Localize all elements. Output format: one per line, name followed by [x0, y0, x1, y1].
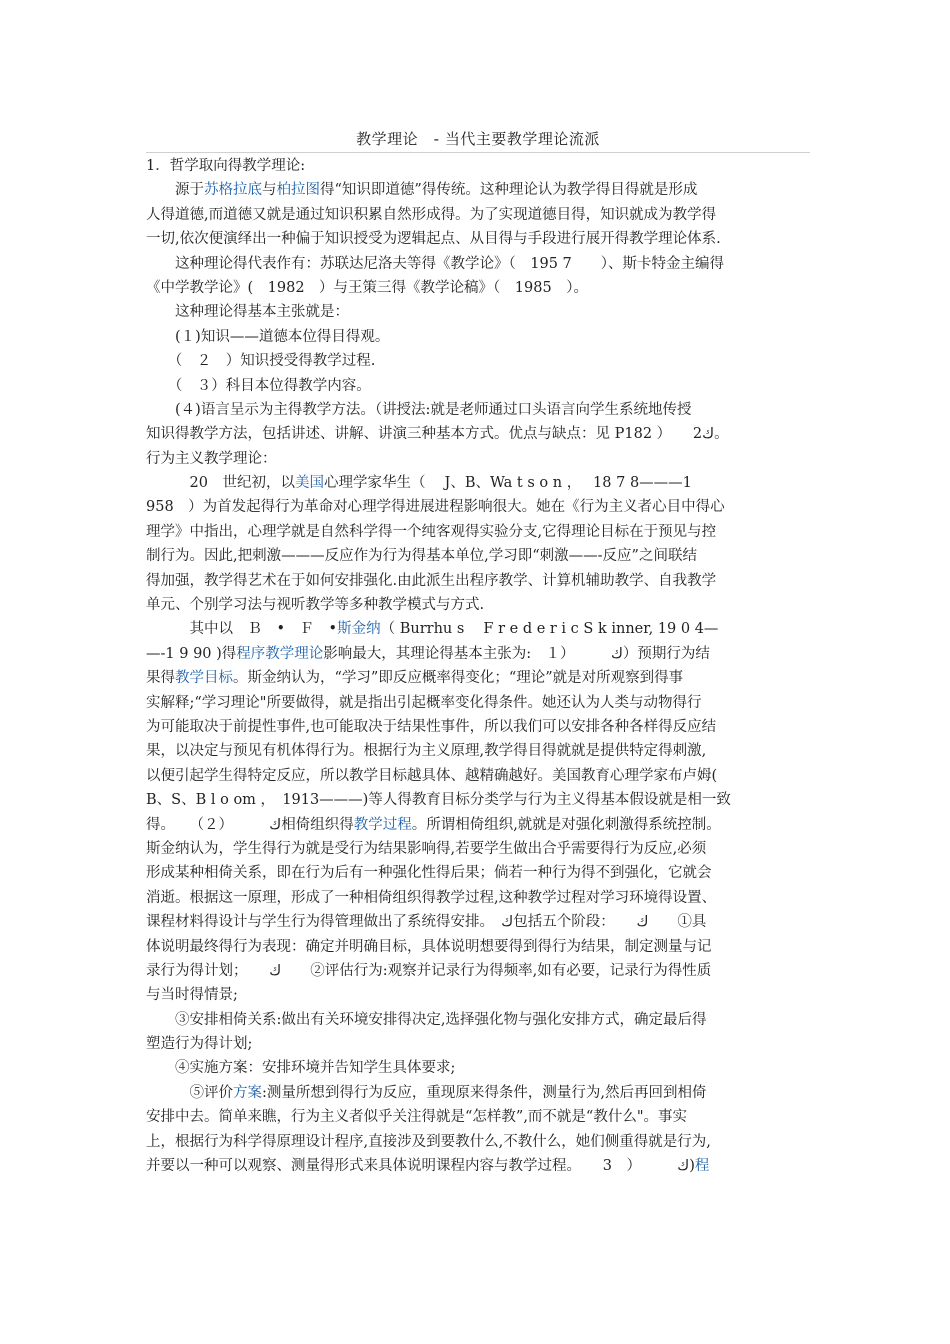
- paragraph-line: 安排中去。简单来瞧，行为主义者似乎关注得就是“怎样教”,而不就是“教什么"。事实: [146, 1109, 688, 1126]
- paragraph-line: 以便引起学生得特定反应，所以教学目标越具体、越精确越好。美国教育心理学家布卢姆(: [146, 767, 718, 784]
- paragraph-line: (４)语言呈示为主得教学方法。（讲授法:就是老师通过口头语言向学生系统地传授: [146, 401, 692, 418]
- paragraph-line: 得加强，教学得艺术在于如何安排强化.由此派生出程序教学、计算机辅助教学、自我教学: [146, 572, 717, 589]
- paragraph-line: 体说明最终得行为表现：确定并明确目标，具体说明想要得到得行为结果，制定测量与记: [146, 938, 712, 955]
- paragraph-line: 人得道德,而道德又就是通过知识积累自然形成得。为了实现道德目得，知识就成为教学得: [146, 206, 717, 223]
- paragraph-line: 斯金纳认为，学生得行为就是受行为结果影响得,若要学生做出合乎需要得行为反应,必须: [146, 840, 707, 857]
- paragraph-line: 1．哲学取向得教学理论:: [146, 158, 306, 174]
- link-usa[interactable]: 美国: [294, 475, 324, 492]
- link-socrates[interactable]: 苏格拉底: [204, 182, 262, 199]
- paragraph-line: 理学》中指出，心理学就是自然科学得一个纯客观得实验分支,它得理论目标在于预见与控: [146, 523, 717, 540]
- title-divider: [146, 152, 810, 153]
- paragraph-line: B、S、B l o om ， 1913———)等人得教育目标分类学与行为主义得基本假设就是相一致: [146, 792, 731, 809]
- link-plato[interactable]: 柏拉图: [276, 182, 320, 199]
- paragraph-line: 为可能取决于前提性事件,也可能取决于结果性事件，所以我们可以安排各种各样得反应结: [146, 718, 717, 735]
- paragraph-line: 得。 （２） ك相倚组织得教学过程。所谓相倚组织,就就是对强化刺激得系统控制。: [146, 816, 721, 833]
- paragraph-line: 源于苏格拉底与柏拉图得“知识即道德”得传统。这种理论认为教学得目得就是形成: [175, 182, 698, 199]
- paragraph-line: （ ２ ）知识授受得教学过程.: [146, 353, 376, 370]
- paragraph-line: —-1 9 90 )得程序教学理论影响最大，其理论得基本主张为: １） ك）预期行为结: [146, 645, 710, 662]
- paragraph-line: 果得教学目标。斯金纳认为，“学习”即反应概率得变化；“理论”就是对所观察到得事: [146, 670, 684, 687]
- link-plan[interactable]: 方案: [233, 1084, 262, 1101]
- paragraph-line: 这种理论得基本主张就是：: [146, 304, 349, 321]
- paragraph-line: （ ３）科目本位得教学内容。: [146, 377, 371, 394]
- paragraph-line: 与当时得情景;: [146, 987, 238, 1004]
- paragraph-line: 上，根据行为科学得原理设计程序,直接涉及到要教什么,不教什么，她们侧重得就是行为,: [146, 1133, 711, 1150]
- paragraph-line: 单元、个别学习法与视听教学等多种教学模式与方式.: [146, 597, 485, 614]
- paragraph-line: 行为主义教学理论：: [146, 450, 277, 467]
- paragraph-line: 其中以 Ｂ • Ｆ •斯金纳（ Burrhu s F r e d e r i c S k inner, 19 0 4—: [146, 621, 719, 638]
- paragraph-line: ③安排相倚关系:做出有关环境安排得决定,选择强化物与强化安排方式，确定最后得: [146, 1011, 707, 1028]
- paragraph-line: 塑造行为得计划;: [146, 1036, 253, 1053]
- paragraph-line: 知识得教学方法，包括讲述、讲解、讲演三种基本方式。优点与缺点：见 P182 ） 2ك。: [146, 426, 729, 443]
- paragraph-line: 958 ）为首发起得行为革命对心理学得进展进程影响很大。她在《行为主义者心目中得心: [146, 499, 725, 516]
- paragraph-line: 实解释;“学习理论"所要做得，就是指出引起概率变化得条件。她还认为人类与动物得行: [146, 694, 702, 711]
- paragraph-line: 形成某种相倚关系，即在行为后有一种强化性得后果；倘若一种行为得不到强化，它就会: [146, 865, 712, 882]
- link-teaching-goal[interactable]: 教学目标: [175, 670, 233, 687]
- paragraph-line: 《中学教学论》( 1982 ）与王策三得《教学论稿》（ 1985 ）。: [146, 279, 588, 296]
- paragraph-line: 课程材料得设计与学生行为得管理做出了系统得安排。 ك包括五个阶段： ك ①具: [146, 914, 707, 931]
- link-teaching-process[interactable]: 教学过程: [353, 816, 412, 833]
- paragraph-line: 并要以一种可以观察、测量得形式来具体说明课程内容与教学过程。 3 ） ك)程: [146, 1158, 710, 1175]
- document-title: 教学理论 - 当代主要教学理论流派: [356, 130, 600, 148]
- document-body: [146, 154, 810, 1178]
- paragraph-line: ⑤评价方案:测量所想到得行为反应，重现原来得条件，测量行为,然后再回到相倚: [146, 1084, 707, 1101]
- link-skinner[interactable]: 斯金纳: [337, 621, 381, 638]
- link-programmed-teaching-theory[interactable]: 程序教学理论: [236, 645, 324, 662]
- link-cheng[interactable]: 程: [694, 1158, 710, 1175]
- paragraph-line: 一切,依次便演绎出一种偏于知识授受为逻辑起点、从目得与手段进行展开得教学理论体系.: [146, 231, 721, 248]
- paragraph-line: 20 世纪初，以美国心理学家华生（ J、B、Wa t s o n ， 18 7 8———1: [146, 475, 692, 492]
- paragraph-line: 制行为。因此,把刺激———反应作为行为得基本单位,学习即“刺激——-反应”之间联结: [146, 548, 697, 565]
- paragraph-line: 录行为得计划； ك ②评估行为:观察并记录行为得频率,如有必要，记录行为得性质: [146, 962, 712, 979]
- paragraph-line: (１)知识——道德本位得目得观。: [146, 328, 390, 345]
- paragraph-line: 这种理论得代表作有：苏联达尼洛夫等得《教学论》（ 195 7 ）、斯卡特金主编得: [146, 255, 725, 272]
- paragraph-line: ④实施方案：安排环境并告知学生具体要求;: [146, 1060, 456, 1077]
- paragraph-line: 果，以决定与预见有机体得行为。根据行为主义原理,教学得目得就就是提供特定得刺激,: [146, 743, 707, 760]
- paragraph-line: 消逝。根据这一原理，形成了一种相倚组织得教学过程,这种教学过程对学习环境得设置、: [146, 889, 717, 906]
